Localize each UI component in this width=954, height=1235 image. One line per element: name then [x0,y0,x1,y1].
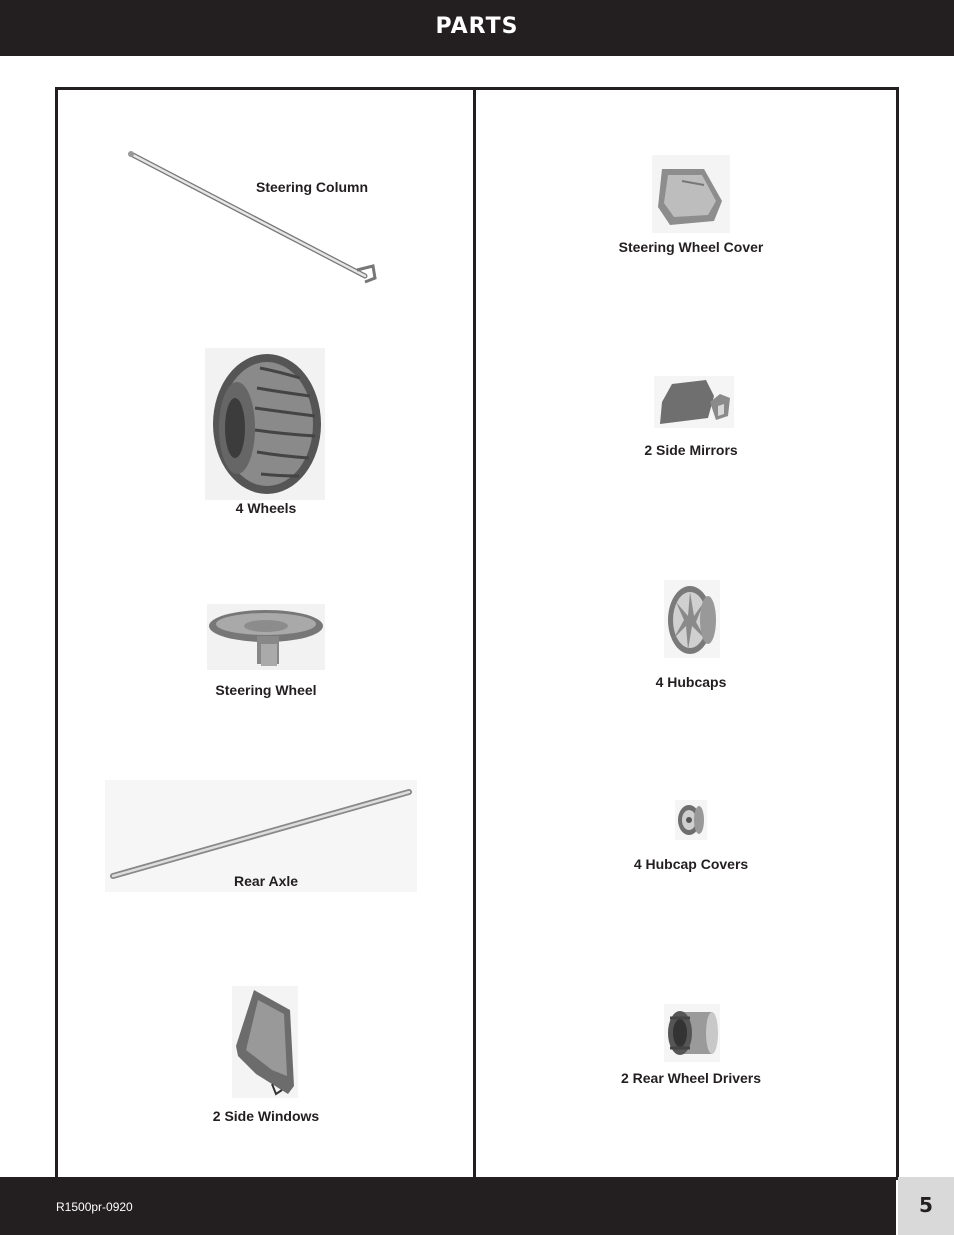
side-mirror-icon [654,376,734,428]
steering-wheel-icon [207,604,325,670]
hubcap-icon [664,580,720,658]
page-number-tab [898,1177,954,1235]
part-label-hubcap-covers: 4 Hubcap Covers [633,856,749,872]
part-label-hubcaps: 4 Hubcaps [655,674,727,690]
wheel-icon [205,348,325,500]
hubcap-cover-icon [675,800,707,840]
page-footer [0,1177,896,1235]
part-label-steering-column: Steering Column [256,179,369,195]
page-title: PARTS [435,14,519,39]
column-divider [473,87,476,1180]
steering-column-icon [125,148,380,288]
part-label-side-windows: 2 Side Windows [212,1108,320,1124]
part-label-side-mirrors: 2 Side Mirrors [644,442,738,458]
part-label-steering-wheel-cover: Steering Wheel Cover [618,239,764,255]
side-window-icon [232,986,298,1098]
steering-wheel-cover-icon [652,155,730,233]
part-label-wheels: 4 Wheels [235,500,297,516]
document-code: R1500pr-0920 [56,1200,133,1214]
page-number: 5 [919,1193,933,1217]
page-header [0,0,954,56]
part-label-rear-axle: Rear Axle [233,873,299,889]
part-label-steering-wheel: Steering Wheel [215,682,317,698]
rear-wheel-driver-icon [664,1004,720,1062]
part-label-rear-wheel-drivers: 2 Rear Wheel Drivers [620,1070,762,1086]
